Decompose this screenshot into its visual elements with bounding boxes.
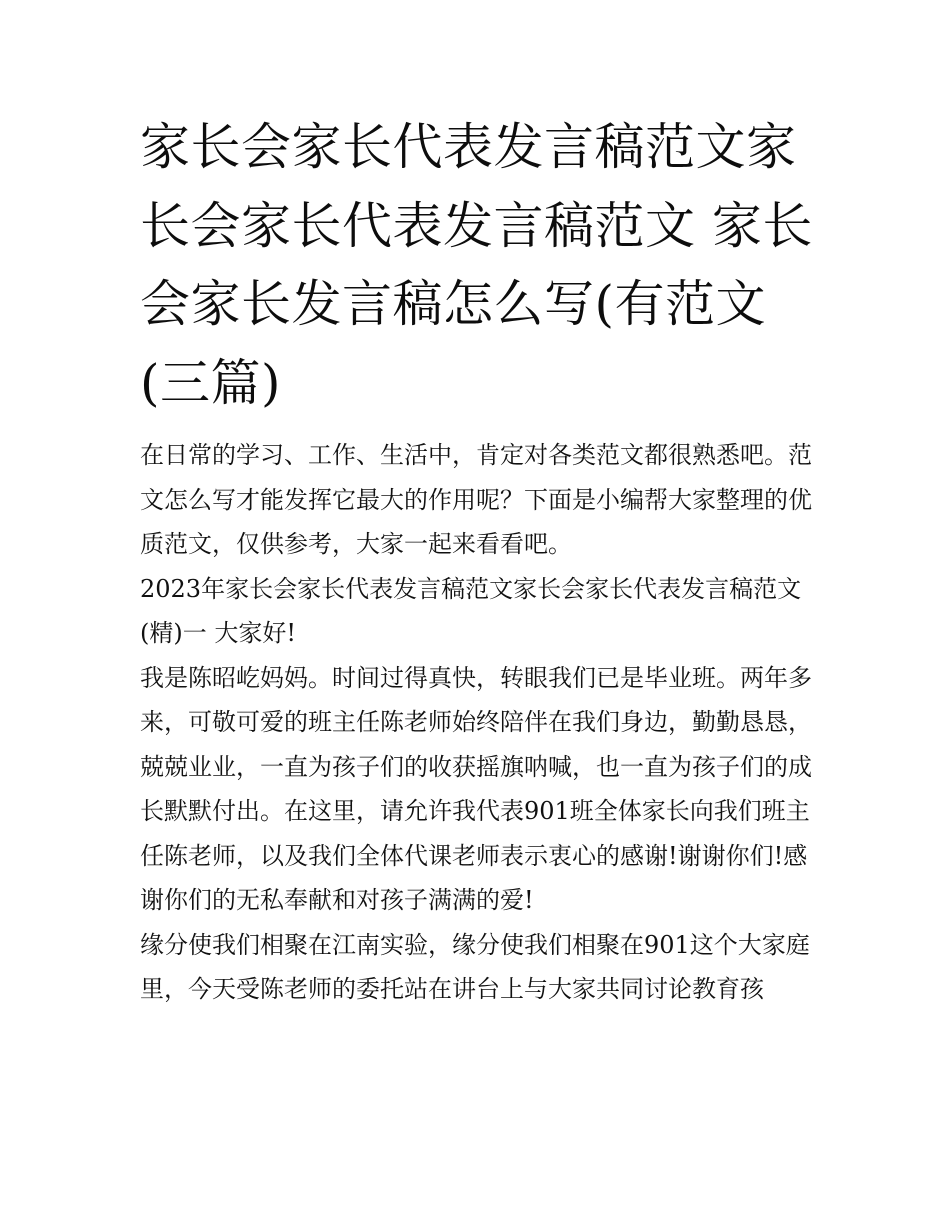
document-body xyxy=(140,433,820,1012)
intro-paragraph: 在日常的学习、工作、生活中，肯定对各类范文都很熟悉吧。范文怎么写才能发挥它最大的作用呢？下面是小编帮大家整理的优质范文，仅供参考，大家一起来看看吧。 xyxy=(140,441,812,558)
section-heading-paragraph: 2023年家长会家长代表发言稿范文家长会家长代表发言稿范文(精)一 大家好! xyxy=(140,574,802,647)
speech-paragraph-1: 我是陈昭屹妈妈。时间过得真快，转眼我们已是毕业班。两年多来，可敬可爱的班主任陈老师始终陪伴在我们身边，勤勤恳恳，兢兢业业，一直为孩子们的收获摇旗呐喊，也一直为孩子们的成长默默付出。在这里，请允许我代表901班全体家长向我们班主任陈老师，以及我们全体代课老师表示衷心的感谢!谢谢你们!感谢你们的无私奉献和对孩子满满的爱! xyxy=(140,663,812,914)
speech-paragraph-2: 缘分使我们相聚在江南实验，缘分使我们相聚在901这个大家庭里，今天受陈老师的委托站在讲台上与大家共同讨论教育孩 xyxy=(140,930,810,1003)
document-title: 家长会家长代表发言稿范文家长会家长代表发言稿范文 家长会家长发言稿怎么写(有范文(三篇) xyxy=(140,118,813,412)
